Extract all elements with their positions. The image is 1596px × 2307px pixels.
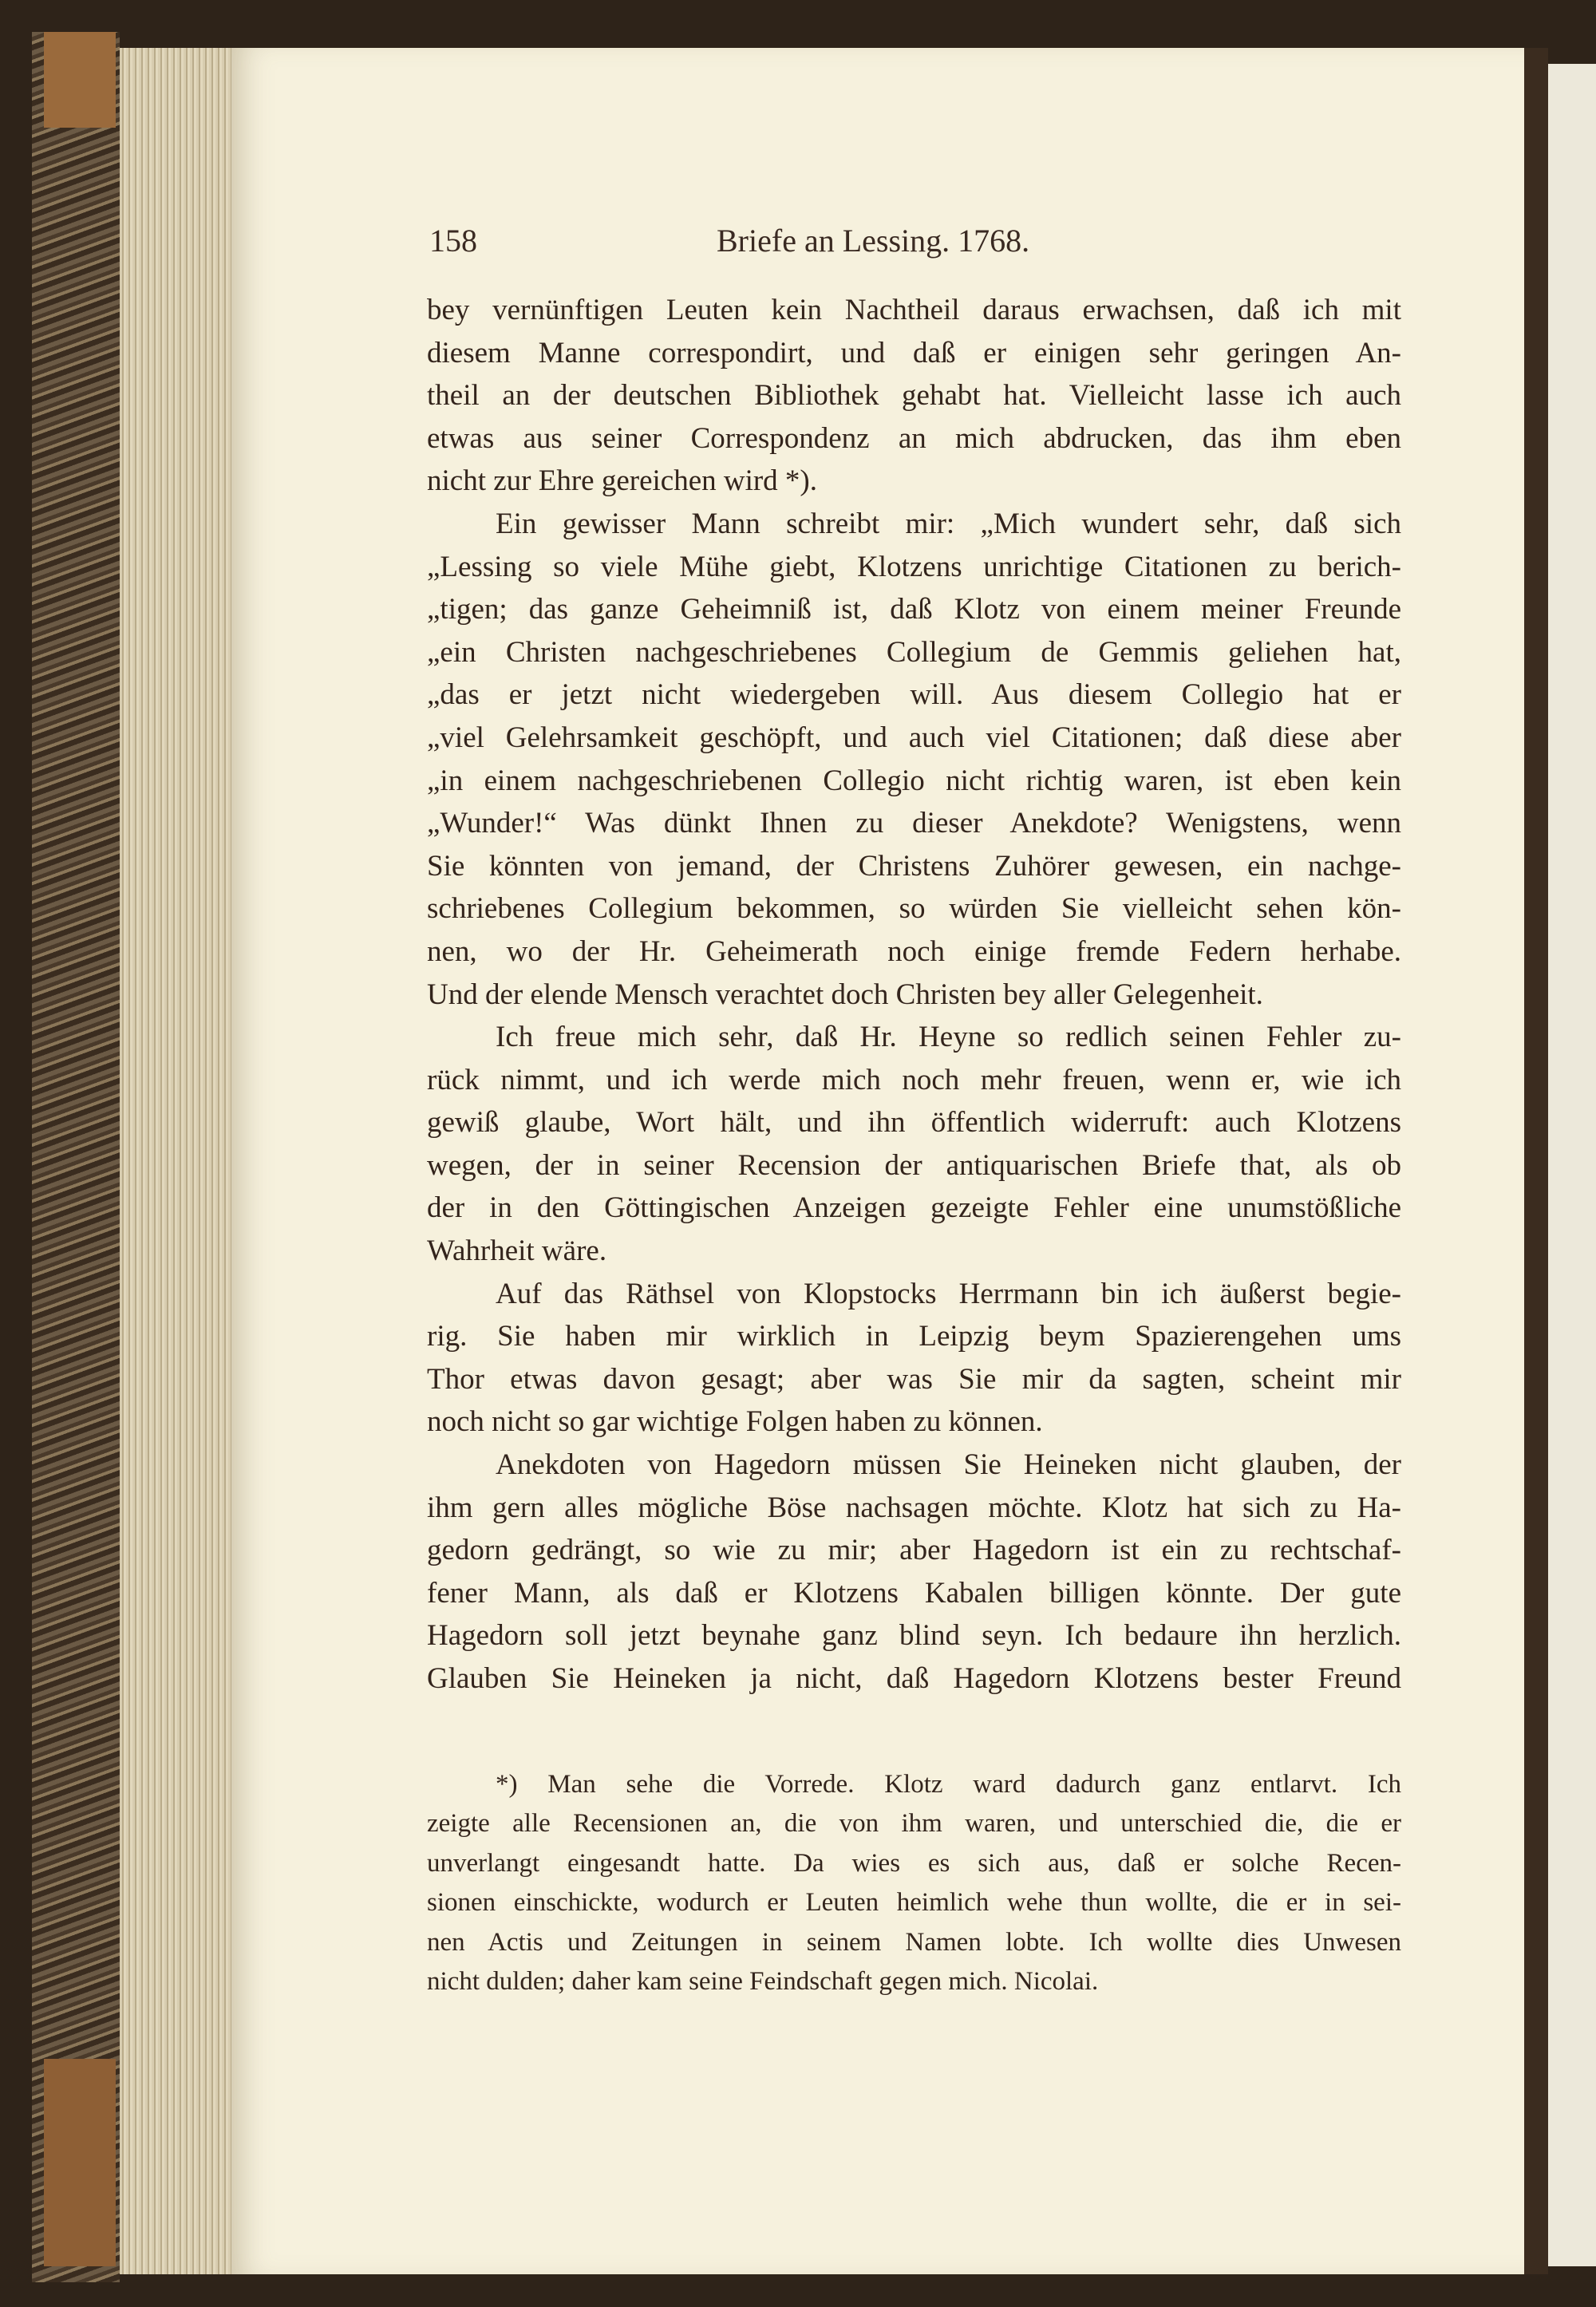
text-line: „in einem nachgeschriebenen Collegio nicht richtig waren, ist eben kein [427,764,1401,797]
text-line: rig. Sie haben mir wirklich in Leipzig beym Spazierengehen ums [427,1320,1401,1353]
body-text [427,289,1401,1701]
running-title: Briefe an Lessing. 1768. [717,223,1030,259]
text-line: der in den Göttingischen Anzeigen gezeigte Fehler eine unumstößliche [427,1191,1401,1225]
text-line: bey vernünftigen Leuten kein Nachtheil daraus erwachsen, daß ich mit [427,294,1401,326]
text-line: Auf das Räthsel von Klopstocks Herrmann bin ich äußerst begie- [496,1277,1401,1310]
footnote-line: nicht dulden; daher kam seine Feindschaft gegen mich. Nicolai. [427,1966,1099,1996]
text-line: theil an der deutschen Bibliothek gehabt hat. Vielleicht lasse ich auch [427,379,1401,413]
text-line: noch nicht so gar wichtige Folgen haben zu können. [427,1405,1043,1439]
text-line: etwas aus seiner Correspondenz an mich abdrucken, das ihm eben [427,421,1401,455]
text-line: Ein gewisser Mann schreibt mir: „Mich wundert sehr, daß sich [496,507,1401,540]
footnote-line: sionen einschickte, wodurch er Leuten heimlich wehe thun wollte, die er in sei- [427,1888,1401,1918]
footnote-line: unverlangt eingesandt hatte. Da wies es sich aus, daß er solche Recen- [427,1848,1401,1878]
binding-gutter [1524,48,1548,2274]
facing-page-edge [1548,64,1596,2266]
text-line: gewiß glaube, Wort hält, und ihn öffentlich widerruft: auch Klotzens [427,1106,1401,1140]
text-line: nicht zur Ehre gereichen wird *). [427,464,818,498]
text-line: gedorn gedrängt, so wie zu mir; aber Hagedorn ist ein zu rechtschaf- [427,1534,1401,1567]
text-line: Wahrheit wäre. [427,1234,607,1268]
book-cover-leather-corner [44,32,116,128]
text-line: „tigen; das ganze Geheimniß ist, daß Klotz von einem meiner Freunde [427,593,1401,626]
text-line: wegen, der in seiner Recension der antiquarischen Briefe that, als ob [427,1148,1401,1182]
text-line: Thor etwas davon gesagt; aber was Sie mir da sagten, scheint mir [427,1362,1401,1396]
text-line: „ein Christen nachgeschriebenes Collegium de Gemmis geliehen hat, [427,635,1401,669]
page-number: 158 [429,223,477,259]
text-line: diesem Manne correspondirt, und daß er einigen sehr geringen An- [427,336,1401,369]
page-stack-edges [120,48,231,2274]
text-line: „Wunder!“ Was dünkt Ihnen zu dieser Anekdote? Wenigstens, wenn [427,807,1401,840]
footnote-line: nen Actis und Zeitungen in seinem Namen lobte. Ich wollte dies Unwesen [427,1927,1401,1957]
text-line: „Lessing so viele Mühe giebt, Klotzens unrichtige Citationen zu berich- [427,550,1401,583]
page-header [429,222,1401,262]
text-line: nen, wo der Hr. Geheimerath noch einige fremde Federn herhabe. [427,934,1401,968]
book-cover-leather-corner [44,2059,116,2266]
footnote-line: *) Man sehe die Vorrede. Klotz ward dadurch ganz entlarvt. Ich [496,1770,1401,1799]
text-line: fener Mann, als daß er Klotzens Kabalen billigen könnte. Der gute [427,1576,1401,1610]
footnote-line: zeigte alle Recensionen an, die von ihm waren, und unterschied die, die er [427,1809,1401,1839]
text-line: ihm gern alles mögliche Böse nachsagen möchte. Klotz hat sich zu Ha- [427,1491,1401,1524]
text-line: Glauben Sie Heineken ja nicht, daß Hagedorn Klotzens bester Freund [427,1662,1401,1695]
text-line: rück nimmt, und ich werde mich noch mehr freuen, wenn er, wie ich [427,1063,1401,1096]
text-line: Sie könnten von jemand, der Christens Zuhörer gewesen, ein nachge- [427,849,1401,883]
text-line: „das er jetzt nicht wiedergeben will. Aus diesem Collegio hat er [427,678,1401,712]
footnote [427,1765,1401,2001]
text-line: Und der elende Mensch verachtet doch Christen bey aller Gelegenheit. [427,978,1263,1011]
text-line: schriebenes Collegium bekommen, so würden Sie vielleicht sehen kön- [427,892,1401,926]
text-line: Anekdoten von Hagedorn müssen Sie Heineken nicht glauben, der [496,1448,1401,1482]
text-line: Hagedorn soll jetzt beynahe ganz blind seyn. Ich bedaure ihn herzlich. [427,1619,1401,1653]
book-cover-marbled-edge [32,32,120,2282]
text-line: „viel Gelehrsamkeit geschöpft, und auch viel Citationen; daß diese aber [427,721,1401,754]
text-line: Ich freue mich sehr, daß Hr. Heyne so redlich seinen Fehler zu- [496,1021,1401,1054]
